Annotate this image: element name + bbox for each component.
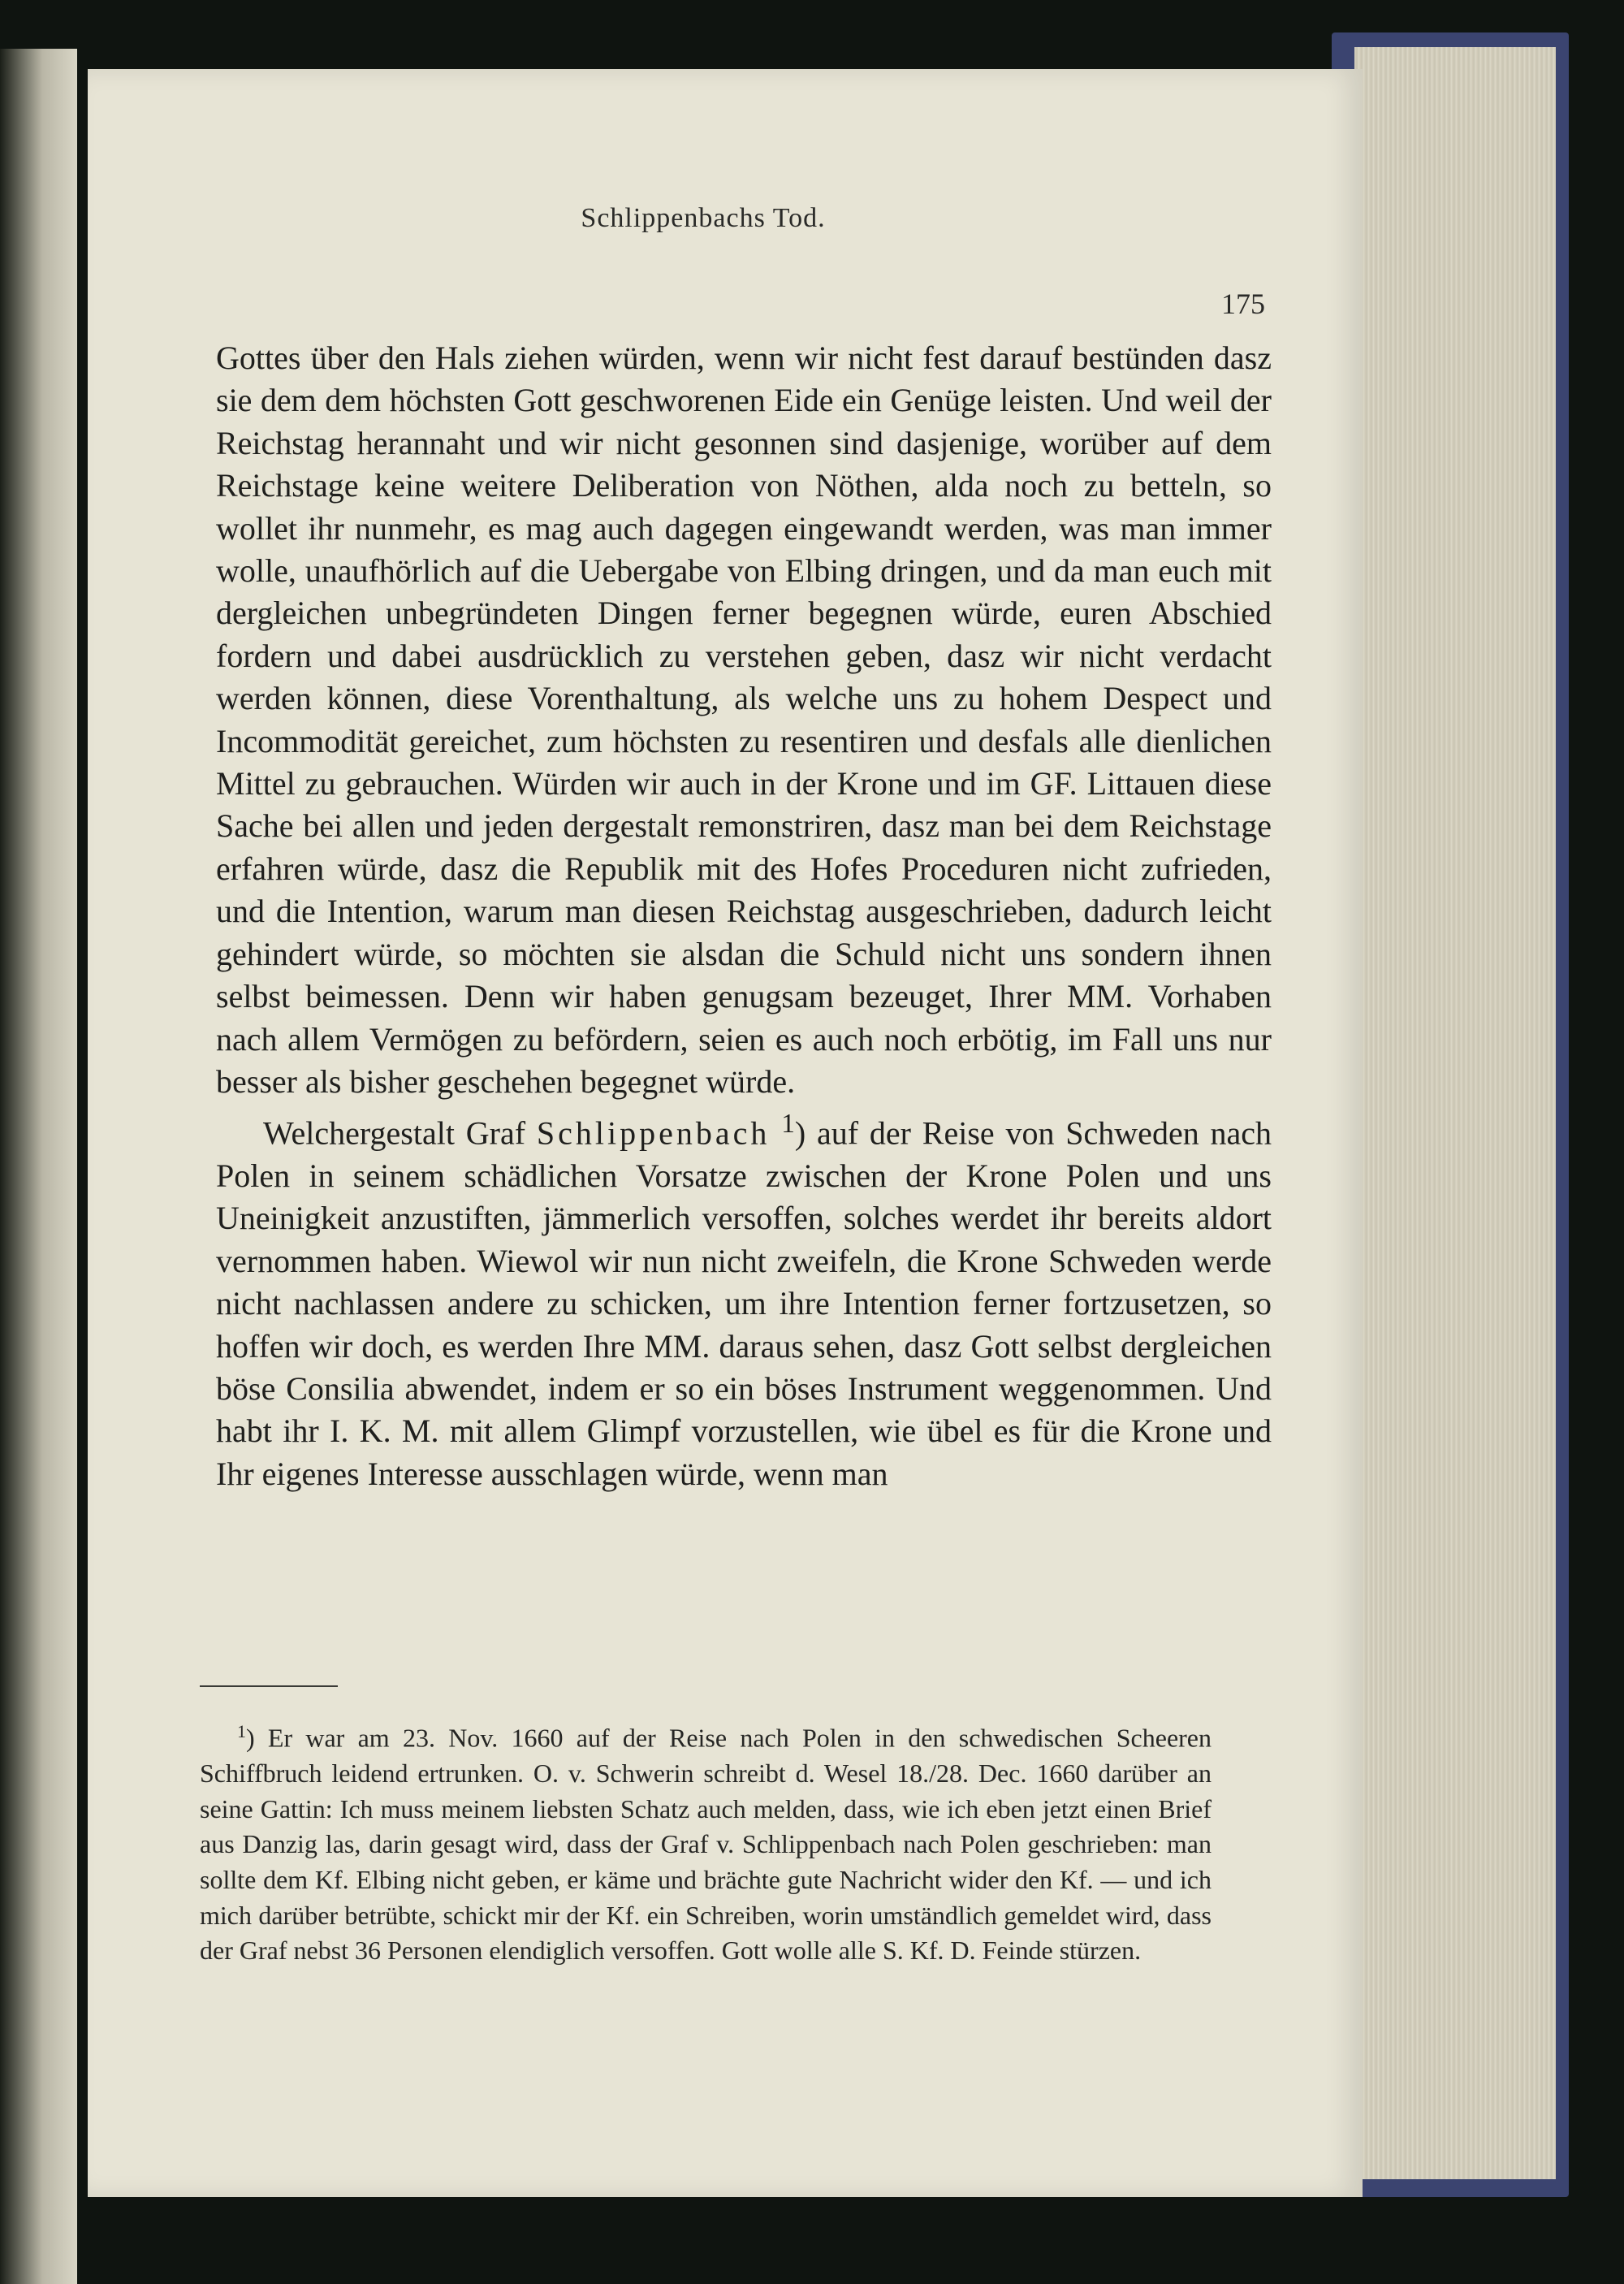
paragraph-2-start: Welchergestalt Graf (263, 1114, 526, 1152)
main-text (216, 337, 1272, 1495)
page-stack-edge (1354, 47, 1556, 2179)
book-page (88, 69, 1363, 2197)
paragraph-1: Gottes über den Hals ziehen würden, wenn wir nicht fest darauf bestünden dasz sie dem dem höchsten Gott geschworenen Eide ein Genüge leisten. Und weil der Reichstag herannaht und wir nicht gesonnen sind dasjenige, worüber auf dem Reichstage keine weitere Deliberation von Nöthen, alda noch zu betteln, so wollet ihr nunmehr, es mag auch dagegen eingewandt werden, was man immer wolle, unaufhörlich auf die Uebergabe von Elbing dringen, und da man euch mit dergleichen unbegründeten Dingen ferner begegnen würde, euren Abschied fordern und dabei ausdrücklich zu verstehen geben, dasz wir nicht verdacht werden können, diese Vorenthaltung, als welche uns zu hohem Despect und Incommodität gereichet, zum höchsten zu resentiren und desfals alle dienlichen Mittel zu gebrauchen. Würden wir auch in der Krone und im GF. Littauen diese Sache bei allen und jeden dergestalt remonstriren, dasz man bei dem Reichstage erfahren würde, dasz die Republik mit des Hofes Proceduren nicht zufrieden, und die Intention, warum man diesen Reichstag ausgeschrieben, dadurch leicht gehindert würde, so möchten sie alsdan die Schuld nicht uns sondern ihnen selbst beimessen. Denn wir haben genugsam bezeuget, Ihrer MM. Vorhaben nach allem Vermögen zu befördern, seien es auch noch erbötig, im Fall uns nur besser als bisher geschehen begegnet würde. (216, 340, 1272, 1100)
footnote-mark: 1 (237, 1721, 246, 1741)
page-number: 175 (1221, 288, 1265, 320)
paragraph-2 (216, 1103, 1272, 1495)
running-title: Schlippenbachs Tod. (581, 203, 826, 233)
name-schlippenbach: Schlippenbach (536, 1114, 771, 1152)
left-page-edge (0, 49, 77, 2284)
footnote-text: ) Er war am 23. Nov. 1660 auf der Reise nach Polen in den schwedischen Scheeren Schiffbruch leidend ertrunken. O. v. Schwerin schreibt d. Wesel 18./28. Dec. 1660 darüber an seine Gattin: Ich muss meinem liebsten Schatz auch melden, dass, wie ich eben jetzt einen Brief aus Danzig las, darin gesagt wird, dass der Graf v. Schlippenbach nach Polen geschrieben: man sollte dem Kf. Elbing nicht geben, er käme und brächte gute Nachricht wider den Kf. — und ich mich darüber betrübte, schickt mir der Kf. ein Schreiben, worin umständlich gemeldet wird, dass der Graf nebst 36 Personen elendiglich versoffen. Gott wolle alle S. Kf. D. Feinde stürzen. (200, 1723, 1212, 1966)
footnote (200, 1714, 1212, 1969)
paragraph-2-rest: ) auf der Reise von Schweden nach Polen in seinem schädlichen Vorsatze zwischen der Krone Polen und uns Uneinigkeit anzustiften, jämmerlich versoffen, solches werdet ihr bereits aldort vernommen haben. Wiewol wir nun nicht zweifeln, die Krone Schweden werde nicht nachlassen andere zu schicken, um ihre Intention ferner fortzusetzen, so hoffen wir doch, es werden Ihre MM. daraus sehen, dasz Gott selbst dergleichen böse Consilia abwendet, indem er so ein böses Instrument weggenommen. Und habt ihr I. K. M. mit allem Glimpf vorzustellen, wie übel es für die Krone und Ihr eigenes Interesse ausschlagen würde, wenn man (216, 1114, 1272, 1492)
footnote-reference: 1 (781, 1109, 795, 1140)
footnote-rule (200, 1685, 338, 1687)
